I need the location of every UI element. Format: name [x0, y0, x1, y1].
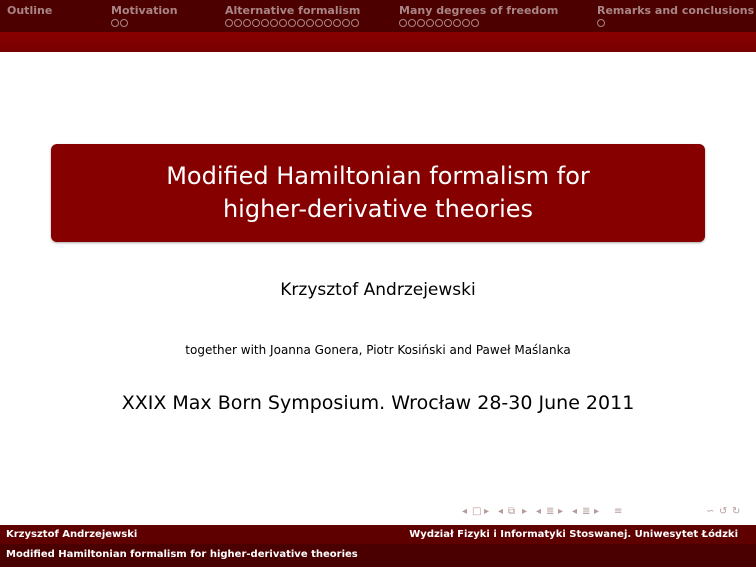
- frame-dot[interactable]: [462, 19, 470, 27]
- nav-section-remarks-and-conclusions[interactable]: [597, 4, 754, 17]
- frame-dot[interactable]: [351, 19, 359, 27]
- footer-title-bar: [0, 544, 756, 567]
- section-prev-arrow-icon[interactable]: ◂: [536, 506, 542, 517]
- frame-dot[interactable]: [297, 19, 305, 27]
- frame-dot[interactable]: [225, 19, 233, 27]
- frame-next-arrow-icon[interactable]: ▸: [484, 506, 490, 517]
- frame-dot[interactable]: [234, 19, 242, 27]
- frame-dot[interactable]: [435, 19, 443, 27]
- title-block: [51, 144, 705, 242]
- section-next-arrow-icon[interactable]: ▸: [558, 506, 564, 517]
- nav-section-alternative-formalism[interactable]: [225, 4, 360, 17]
- frame-dot[interactable]: [288, 19, 296, 27]
- frame-dots: [597, 19, 605, 27]
- frame-dot[interactable]: [417, 19, 425, 27]
- frame-dot[interactable]: [426, 19, 434, 27]
- subsection-next-arrow-icon[interactable]: ▸: [522, 506, 528, 517]
- frame-dot[interactable]: [408, 19, 416, 27]
- nav-section-outline[interactable]: [7, 4, 52, 17]
- footer-title: Modified Hamiltonian formalism for higher-derivative theories: [6, 549, 358, 560]
- frame-dot[interactable]: [270, 19, 278, 27]
- frame-dot[interactable]: [120, 19, 128, 27]
- author: Krzysztof Andrzejewski: [280, 280, 476, 300]
- frame-dot[interactable]: [261, 19, 269, 27]
- subsection-icon[interactable]: ⧉: [508, 506, 516, 517]
- footer-author: Krzysztof Andrzejewski: [6, 529, 138, 540]
- frame-dot[interactable]: [399, 19, 407, 27]
- frame-dot[interactable]: [444, 19, 452, 27]
- part-icon[interactable]: ≣: [582, 506, 591, 517]
- frame-dot[interactable]: [597, 19, 605, 27]
- frame-dot[interactable]: [315, 19, 323, 27]
- frame-dots: [225, 19, 359, 27]
- frame-dot[interactable]: [306, 19, 314, 27]
- footer-institution: Wydział Fizyki i Informatyki Stoswanej. Uniwesytet Łódzki: [409, 529, 738, 540]
- footer-author-bar: [0, 525, 756, 544]
- nav-section-label: Motivation: [111, 4, 178, 17]
- subsection-prev-arrow-icon[interactable]: ◂: [498, 506, 504, 517]
- part-next-arrow-icon[interactable]: ▸: [594, 506, 600, 517]
- frame-dot[interactable]: [324, 19, 332, 27]
- part-prev-arrow-icon[interactable]: ◂: [572, 506, 578, 517]
- nav-section-label: Outline: [7, 4, 53, 17]
- frame-dots: [399, 19, 479, 27]
- section-icon[interactable]: ≣: [546, 506, 555, 517]
- frame-dot[interactable]: [342, 19, 350, 27]
- header-band: [0, 32, 756, 52]
- nav-section-motivation[interactable]: [111, 4, 178, 17]
- frame-dot[interactable]: [471, 19, 479, 27]
- frame-prev-arrow-icon[interactable]: ◂: [462, 506, 468, 517]
- frame-dots: [111, 19, 128, 27]
- back-icon[interactable]: ↺: [719, 506, 728, 517]
- section-navigation-bar: [0, 0, 756, 32]
- frame-dot[interactable]: [453, 19, 461, 27]
- nav-section-label: Many degrees of freedom: [399, 4, 559, 17]
- search-icon[interactable]: ∽: [706, 506, 715, 517]
- event-info: XXIX Max Born Symposium. Wrocław 28-30 June 2011: [121, 392, 635, 414]
- presentation-title-line-2: higher-derivative theories: [222, 195, 534, 223]
- frame-dot[interactable]: [243, 19, 251, 27]
- frame-dot[interactable]: [279, 19, 287, 27]
- presentation-title-line-1: Modified Hamiltonian formalism for: [166, 162, 590, 190]
- nav-section-label: Remarks and conclusions: [597, 4, 755, 17]
- nav-section-many-degrees-of-freedom[interactable]: [399, 4, 558, 17]
- coauthors: together with Joanna Gonera, Piotr Kosiński and Paweł Maślanka: [185, 343, 571, 357]
- nav-section-label: Alternative formalism: [225, 4, 361, 17]
- frame-icon[interactable]: □: [472, 506, 482, 517]
- forward-icon[interactable]: ↻: [732, 506, 741, 517]
- frame-dot[interactable]: [333, 19, 341, 27]
- frame-dot[interactable]: [252, 19, 260, 27]
- frame-dot[interactable]: [111, 19, 119, 27]
- equals-icon[interactable]: ≡: [614, 506, 623, 517]
